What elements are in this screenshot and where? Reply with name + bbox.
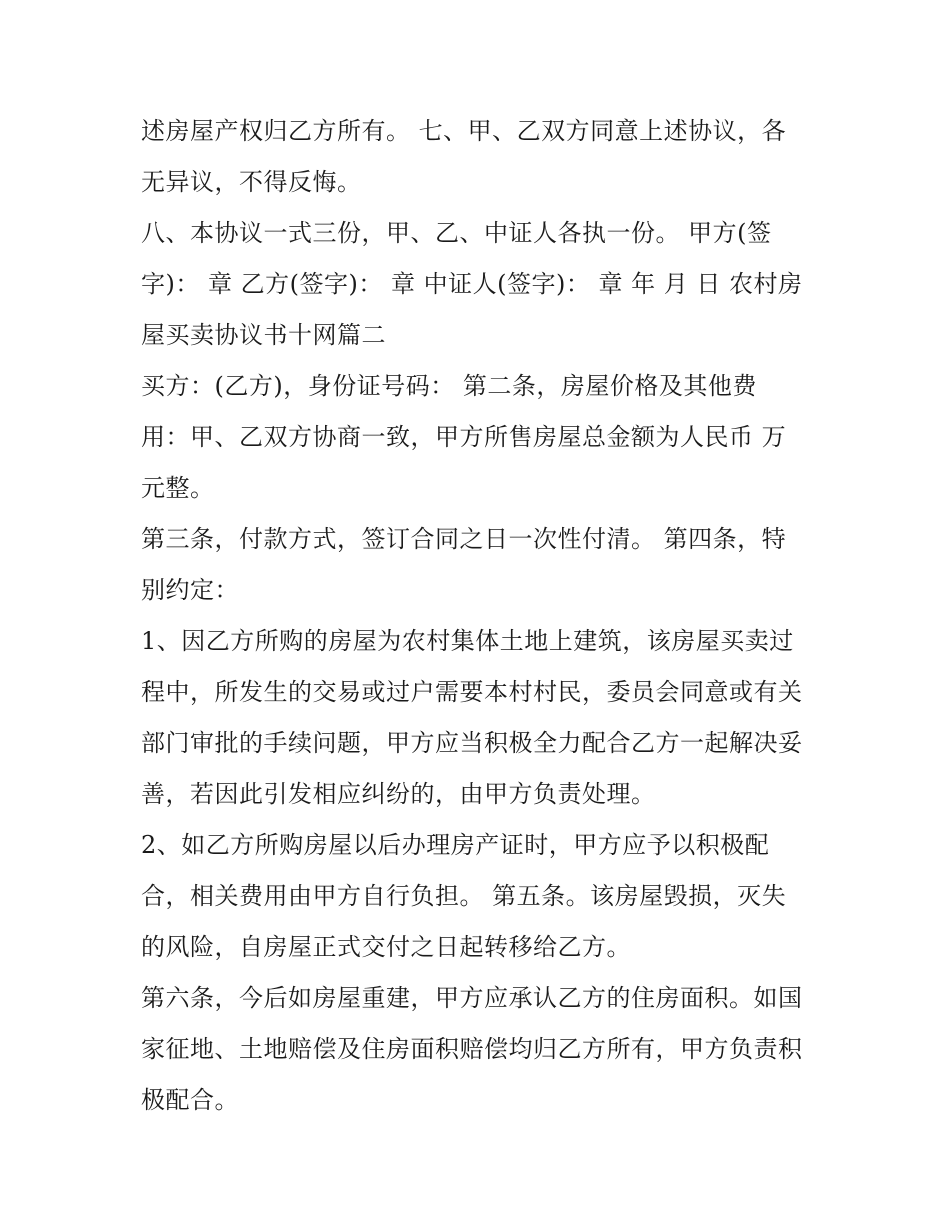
text-line-14: 善，若因此引发相应纠纷的，由甲方负责处理。 [141, 780, 656, 808]
text-line-19: 家征地、土地赔偿及住房面积赔偿均归乙方所有，甲方负责积 [141, 1035, 803, 1063]
text-line-7: 用：甲、乙双方协商一致，甲方所售房屋总金额为人民币 万 [141, 423, 787, 451]
text-line-18: 第六条，今后如房屋重建，甲方应承认乙方的住房面积。如国 [141, 984, 803, 1012]
text-line-6: 买方：(乙方)，身份证号码： 第二条，房屋价格及其他费 [141, 372, 757, 400]
text-line-1: 述房屋产权归乙方所有。 七、甲、乙双方同意上述协议，各 [141, 117, 787, 145]
text-line-3: 八、本协议一式三份，甲、乙、中证人各执一份。 甲方(签 [141, 219, 772, 247]
text-line-15: 2、如乙方所购房屋以后办理房产证时，甲方应予以积极配 [141, 831, 770, 859]
text-line-16: 合，相关费用由甲方自行负担。 第五条。该房屋毁损，灭失 [141, 882, 787, 910]
text-line-17: 的风险，自房屋正式交付之日起转移给乙方。 [141, 933, 631, 961]
text-line-8: 元整。 [141, 474, 215, 502]
text-line-4: 字)： 章 乙方(签字)： 章 中证人(签字)： 章 年 月 日 农村房 [141, 270, 803, 298]
document-body [141, 106, 821, 1126]
text-line-2: 无异议，不得反悔。 [141, 168, 362, 196]
text-line-20: 极配合。 [141, 1086, 239, 1114]
text-line-13: 部门审批的手续问题，甲方应当积极全力配合乙方一起解决妥 [141, 729, 803, 757]
text-line-9: 第三条，付款方式，签订合同之日一次性付清。 第四条，特 [141, 525, 787, 553]
text-line-10: 别约定： [141, 576, 239, 604]
text-line-5: 屋买卖协议书十网篇二 [141, 321, 386, 349]
text-line-11: 1、因乙方所购的房屋为农村集体土地上建筑，该房屋买卖过 [141, 627, 794, 655]
text-line-12: 程中，所发生的交易或过户需要本村村民，委员会同意或有关 [141, 678, 803, 706]
